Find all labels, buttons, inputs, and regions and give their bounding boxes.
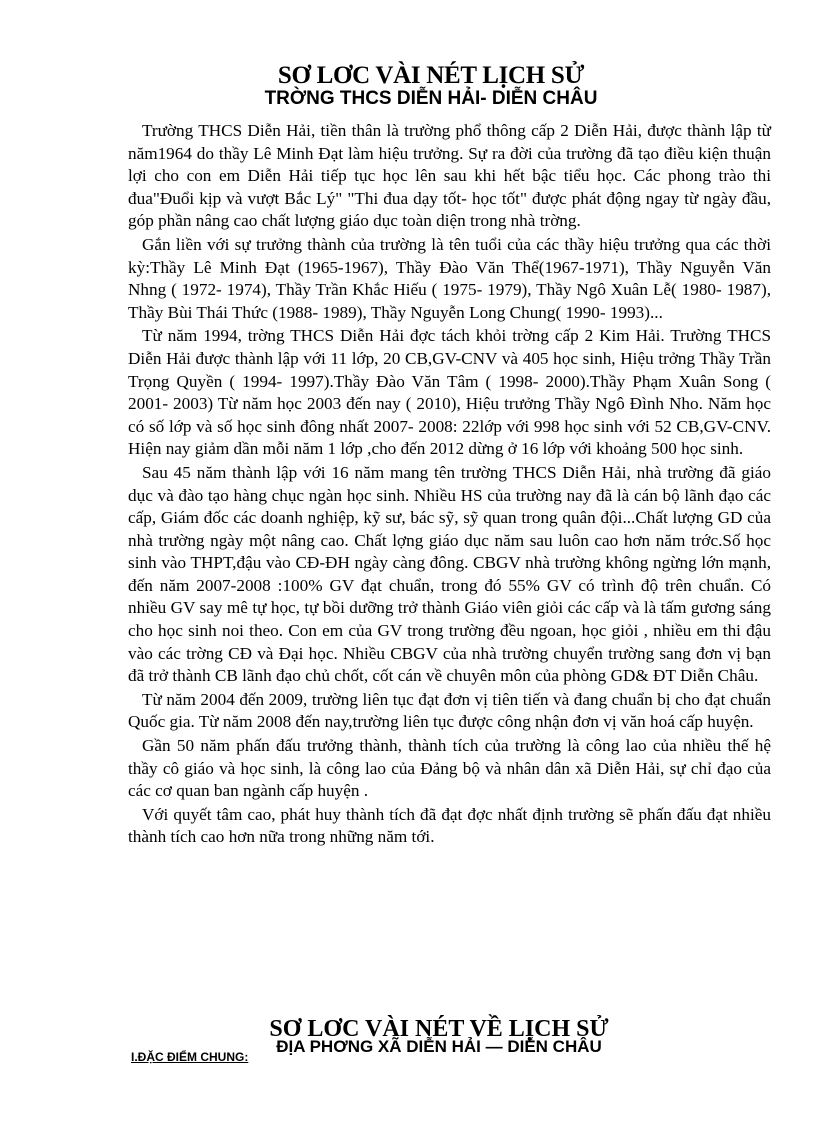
paragraph-achievements: Sau 45 năm thành lập với 16 năm mang tên trường THCS Diễn Hải, nhà trường đã giáo dục và đào tạo hàng chục ngàn học sinh. Nhiều HS của trường nay đã là cán bộ lãnh đạo các cấp, Giám đốc các doanh nghiệp, kỹ sư, bác sỹ, sỹ quan trong quân đội...Chất lượng GD của nhà trường ngày một nâng cao. Chất lợng giáo dục năm sau luôn cao hơn năm trớc.Số học sinh vào THPT,đậu vào CĐ-ĐH ngày càng đông. CBGV nhà trường không ngừng lớn mạnh, đến năm 2007-2008 :100% GV đạt chuẩn, trong đó 55% GV có trình độ trên chuẩn. Có nhiều GV say mê tự học, tự bồi dưỡng trở thành Giáo viên giỏi các cấp và là tấm gương sáng cho học sinh noi theo. Con em của GV trong trường đều ngoan, học giỏi , nhiều em thi đậu vào các trờng CĐ và Đại học. Nhiều CBGV của nhà trường chuyển trường sang đơn vị bạn đã trở thành CB lãnh đạo chủ chốt, cốt cán về chuyên môn của phòng GD& ĐT Diễn Châu. [128,462,771,686]
paragraph-goals: Với quyết tâm cao, phát huy thành tích đã đạt đợc nhất định trường sẽ phấn đấu đạt nhiều thành tích cao hơn nữa trong những năm tới. [128,804,771,847]
page-title: SƠ LƠC VÀI NÉT LỊCH SỬ [277,62,585,89]
article-body [128,120,771,849]
paragraph-history-origin: Trường THCS Diễn Hải, tiền thân là trường phổ thông cấp 2 Diễn Hải, được thành lập từ năm1964 do thầy Lê Minh Đạt làm hiệu trưởng. Sự ra đời của trường đã tạo điều kiện thuận lợi cho con em Diễn Hải tiếp tục học lên sau khi hết bậc tiểu học. Các phong trào thi đua"Đuổi kịp và vượt Bắc Lý" "Thi đua dạy tốt- học tốt" được phát động ngay từ ngày đầu, góp phần nâng cao chất lượng giáo dục toàn diện trong nhà trờng. [128,121,771,231]
paragraph-principals: Gắn liền với sự trưởng thành của trường là tên tuổi của các thầy hiệu trưởng qua các thời kỳ:Thầy Lê Minh Đạt (1965-1967), Thầy Đào Văn Thể(1967-1971), Thầy Nguyễn Văn Nhng ( 1972- 1974), Thầy Trần Khắc Hiếu ( 1975- 1979), Thầy Ngô Xuân Lễ( 1980- 1987), Thầy Bùi Thái Thức (1988- 1989), Thầy Nguyễn Long Chung( 1990- 1993)... [128,234,771,322]
paragraph-contributors: Gần 50 năm phấn đấu trưởng thành, thành tích của trường là công lao của nhiều thế hệ thầy cô giáo và học sinh, là công lao của Đảng bộ và nhân dân xã Diễn Hải, sự chỉ đạo của các cơ quan ban ngành cấp huyện . [128,736,771,801]
paragraph-recognition: Từ năm 2004 đến 2009, trường liên tục đạt đơn vị tiên tiến và đang chuẩn bị cho đạt chuẩn Quốc gia. Từ năm 2008 đến nay,trường liên tục được công nhận đơn vị văn hoá cấp huyện. [128,689,771,732]
section-heading: I.ĐẶC ĐIỂM CHUNG: [131,1050,249,1064]
paragraph-establishment: Từ năm 1994, trờng THCS Diễn Hải đợc tách khỏi trờng cấp 2 Kim Hải. Trường THCS Diễn Hải được thành lập với 11 lớp, 20 CB,GV-CNV và 405 học sinh, Hiệu trởng Thầy Trần Trọng Quyền ( 1994- 1997).Thầy Đào Văn Tâm ( 1998- 2000).Thầy Phạm Xuân Song ( 2001- 2003) Từ năm học 2003 đến nay ( 2010), Hiệu trưởng Thầy Ngô Đình Nho. Năm học có số lớp và số học sinh đông nhất 2007- 2008: 22lớp với 998 học sinh với 52 CB,GV-CNV. Hiện nay giảm dần mỗi năm 1 lớp ,cho đến 2012 dừng ở 16 lớp với khoảng 500 học sinh. [128,326,771,459]
second-title: SƠ LƠC VÀI NÉT VỀ LỊCH SỬ [269,1016,609,1042]
second-subtitle: ĐỊA PHƠNG XÃ DIỄN HẢI — DIỄN CHÂU [276,1037,602,1056]
page-subtitle: TRỜNG THCS DIỄN HẢI- DIỄN CHÂU [264,88,598,109]
